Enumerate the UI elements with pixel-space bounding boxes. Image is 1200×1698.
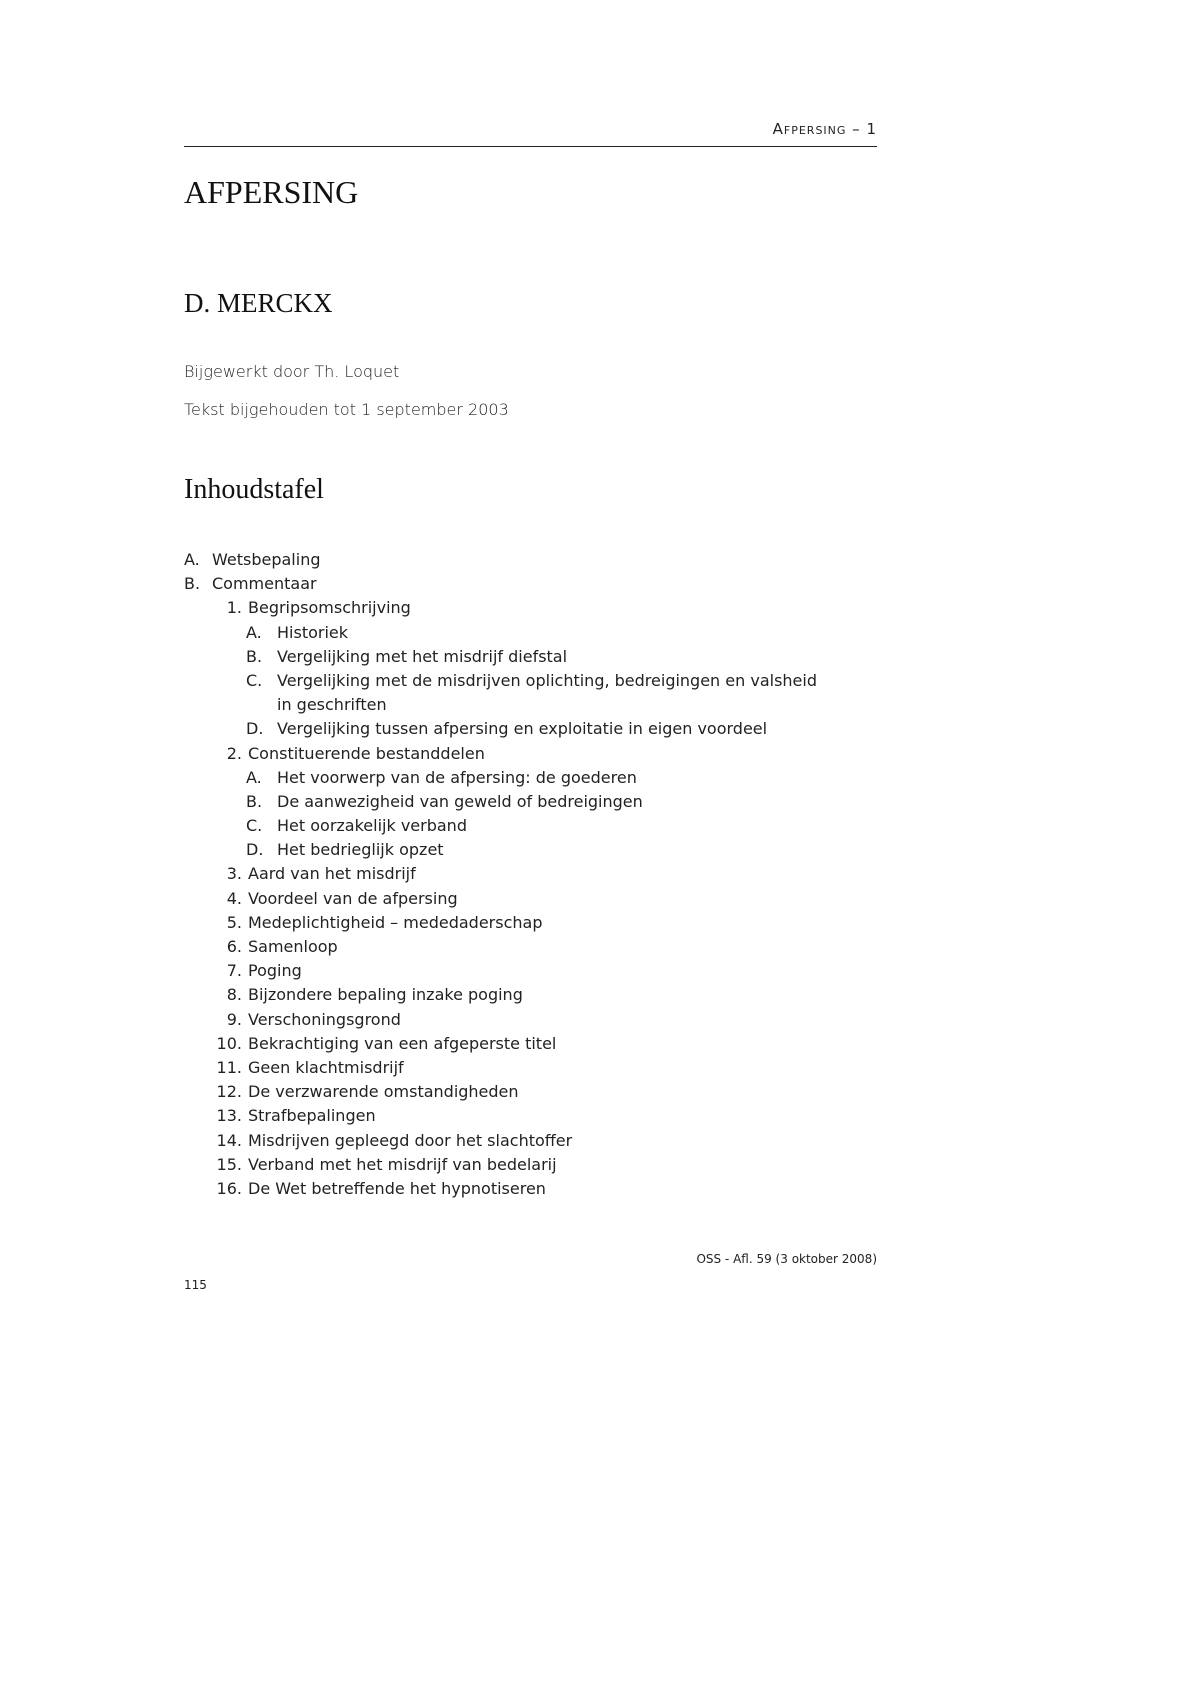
toc-entry bbox=[184, 838, 884, 862]
text-date: Tekst bijgehouden tot 1 september 2003 bbox=[184, 400, 509, 419]
document-title: AFPERSING bbox=[184, 174, 359, 210]
toc-entry bbox=[184, 669, 884, 693]
toc-entry-number: A. bbox=[184, 550, 200, 569]
toc-entry bbox=[184, 572, 884, 596]
toc-entry bbox=[184, 1104, 884, 1128]
toc-entry bbox=[184, 911, 884, 935]
toc-entry-text: Het voorwerp van de afpersing: de goederen bbox=[277, 767, 637, 787]
toc-entry-text: Bijzondere bepaling inzake poging bbox=[248, 985, 523, 1005]
toc-entry-text: Begripsomschrijving bbox=[248, 598, 411, 618]
toc-entry-text: De Wet betreffende het hypnotiseren bbox=[248, 1178, 546, 1198]
toc-entry-text: Vergelijking met het misdrijf diefstal bbox=[277, 646, 568, 666]
toc-entry-number: 5. bbox=[226, 912, 242, 932]
toc-entry-number: 9. bbox=[226, 1009, 242, 1029]
toc-entry-text: Wetsbepaling bbox=[212, 550, 321, 569]
toc-entry-text: Vergelijking met de misdrijven oplichting, bedreigingen en valsheid bbox=[277, 670, 817, 690]
toc-entry bbox=[184, 717, 884, 741]
toc-entry bbox=[184, 814, 884, 838]
toc-entry-number: 15. bbox=[216, 1154, 242, 1174]
toc-entry-text: Geen klachtmisdrijf bbox=[248, 1057, 404, 1077]
toc-heading: Inhoudstafel bbox=[184, 474, 324, 505]
toc-entry-text: Constituerende bestanddelen bbox=[248, 743, 485, 763]
toc-entry-text: Bekrachtiging van een afgeperste titel bbox=[248, 1033, 557, 1053]
toc-entry bbox=[184, 766, 884, 790]
toc-entry-text: Historiek bbox=[277, 622, 349, 642]
toc-entry-number: 11. bbox=[216, 1057, 242, 1077]
toc-entry bbox=[184, 959, 884, 983]
toc-entry bbox=[184, 1032, 884, 1056]
toc-entry-number: 13. bbox=[216, 1106, 242, 1126]
toc-entry-number: C. bbox=[246, 670, 263, 690]
toc-entry bbox=[184, 621, 884, 645]
edition-footer: OSS - Afl. 59 (3 oktober 2008) bbox=[696, 1252, 877, 1266]
toc-entry-text: Vergelijking tussen afpersing en exploitatie in eigen voordeel bbox=[277, 719, 768, 739]
header-rule bbox=[184, 146, 877, 147]
toc-entry-text: Het bedrieglijk opzet bbox=[277, 840, 444, 860]
toc-entry-number: 8. bbox=[226, 985, 242, 1005]
toc-entry-text: Verband met het misdrijf van bedelarij bbox=[248, 1154, 557, 1174]
toc-entry-number: 7. bbox=[226, 961, 242, 981]
toc-entry-number: 1. bbox=[226, 598, 242, 618]
toc-entry bbox=[184, 548, 884, 572]
toc-entry-number: 12. bbox=[216, 1082, 242, 1102]
toc-entry-number: A. bbox=[246, 622, 262, 642]
toc-entry bbox=[184, 1080, 884, 1104]
toc-entry-continuation bbox=[184, 693, 884, 717]
running-head: Afpersing – 1 bbox=[772, 120, 877, 138]
toc-entry-number: B. bbox=[246, 791, 263, 811]
toc-entry bbox=[184, 742, 884, 766]
toc-entry-number: C. bbox=[246, 816, 263, 836]
toc-entry-text: Het oorzakelijk verband bbox=[277, 816, 467, 836]
toc-entry-number: D. bbox=[246, 840, 264, 860]
toc-entry bbox=[184, 1129, 884, 1153]
author-name: D. MERCKX bbox=[184, 288, 333, 318]
toc-entry-text: De verzwarende omstandigheden bbox=[248, 1082, 519, 1102]
toc-entry bbox=[184, 645, 884, 669]
toc-entry-number: A. bbox=[246, 767, 262, 787]
page-number: 115 bbox=[184, 1278, 207, 1292]
toc-entry-text: Medeplichtigheid – mededaderschap bbox=[248, 912, 543, 932]
toc-entry-number: 3. bbox=[226, 864, 242, 884]
toc-entry-text: Poging bbox=[248, 961, 302, 981]
toc-entry-number: D. bbox=[246, 719, 264, 739]
table-of-contents bbox=[184, 548, 884, 1201]
toc-entry-text: Commentaar bbox=[212, 574, 317, 594]
toc-entry-text: Aard van het misdrijf bbox=[248, 864, 416, 884]
toc-entry-number: 10. bbox=[216, 1033, 242, 1053]
updated-by: Bijgewerkt door Th. Loquet bbox=[184, 362, 400, 381]
toc-entry bbox=[184, 790, 884, 814]
toc-entry bbox=[184, 983, 884, 1007]
toc-entry-number: B. bbox=[246, 646, 263, 666]
toc-entry-text: Voordeel van de afpersing bbox=[248, 888, 458, 908]
toc-entry bbox=[184, 887, 884, 911]
toc-entry-text: Samenloop bbox=[248, 937, 338, 956]
toc-entry-text: Verschoningsgrond bbox=[248, 1009, 401, 1029]
toc-entry-number: 4. bbox=[226, 888, 242, 908]
toc-entry-number: 14. bbox=[216, 1130, 242, 1150]
toc-entry-text: Misdrijven gepleegd door het slachtoffer bbox=[248, 1130, 573, 1150]
toc-entry bbox=[184, 1153, 884, 1177]
toc-entry bbox=[184, 1056, 884, 1080]
toc-entry bbox=[184, 596, 884, 620]
toc-entry-text: De aanwezigheid van geweld of bedreigingen bbox=[277, 791, 643, 811]
toc-entry-text: Strafbepalingen bbox=[248, 1106, 376, 1126]
toc-entry-text: in geschriften bbox=[277, 695, 387, 715]
toc-entry-number: 6. bbox=[226, 937, 242, 956]
toc-entry-number: 2. bbox=[226, 743, 242, 763]
toc-entry bbox=[184, 1008, 884, 1032]
toc-entry bbox=[184, 935, 884, 959]
toc-entry-number: B. bbox=[184, 574, 201, 594]
toc-entry-number: 16. bbox=[216, 1178, 242, 1198]
toc-entry bbox=[184, 1177, 884, 1201]
toc-entry bbox=[184, 862, 884, 886]
